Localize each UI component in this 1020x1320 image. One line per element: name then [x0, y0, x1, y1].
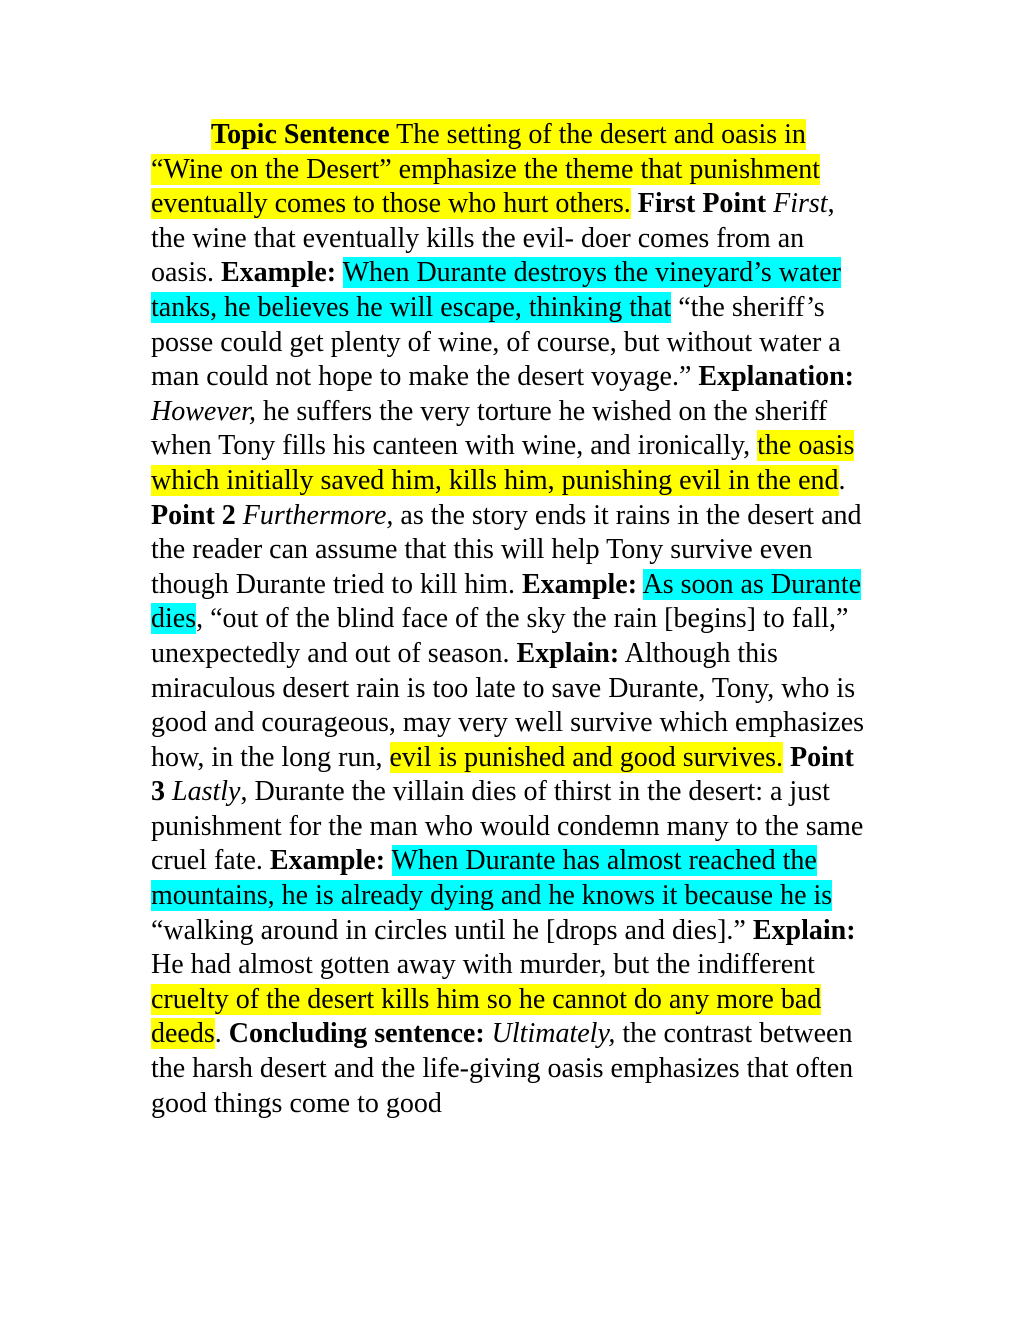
point-3-label: Point 3 — [151, 741, 854, 808]
example-label: Example: — [521, 568, 638, 600]
spacer — [336, 257, 343, 288]
explain-label: Explain: — [752, 914, 856, 946]
essay-paragraph — [151, 118, 873, 1121]
spacer: . — [838, 464, 846, 496]
first-point-label: First Point — [637, 188, 767, 220]
point-2-label: Point 2 — [151, 499, 236, 531]
explain-highlight: cruelty of the desert kills him so he cannot do any more bad deeds — [151, 983, 822, 1050]
spacer — [485, 1018, 492, 1049]
explanation-highlight: the oasis which initially saved him, kills him, punishing evil in the end — [151, 430, 855, 496]
example-label: Example: — [269, 845, 386, 877]
example-label: Example: — [221, 257, 337, 289]
spacer — [631, 188, 638, 219]
point-3-text: , Durante the villain dies of thirst in the desert: a just punishment for the man who would condemn many to the same cruel fate. — [151, 776, 864, 877]
transition-however: However, — [151, 395, 256, 427]
spacer — [385, 845, 392, 876]
example-text: As soon as Durante dies — [151, 568, 862, 635]
transition-ultimately: Ultimately, — [491, 1018, 616, 1050]
explain-text: He had almost gotten away with murder, but the indifferent — [151, 949, 815, 981]
example-text: When Durante has almost reached the mountains, he is already dying and he knows it because he is — [151, 845, 833, 912]
explanation-label: Explanation: — [698, 361, 854, 393]
transition-first: First — [773, 188, 828, 220]
explain-label: Explain: — [516, 637, 620, 669]
concluding-text: the contrast between the harsh desert and the life-giving oasis emphasizes that often good things come to good — [151, 1018, 854, 1119]
quote-text: , “out of the blind face of the sky the rain [begins] to fall,” unexpectedly and out of season. — [151, 603, 849, 669]
spacer — [783, 742, 790, 773]
spacer — [637, 569, 642, 600]
quote-text: “walking around in circles until he [drops and dies].” — [151, 914, 753, 946]
first-point-text: , the wine that eventually kills the evil- doer comes from an oasis. — [151, 188, 835, 289]
quote-text: “the sheriff’s posse could get plenty of wine, of course, but without water a man could not hope to make the desert voyage.” — [151, 291, 841, 393]
topic-sentence-label: Topic Sentence — [211, 119, 390, 150]
topic-sentence-text: The setting of the desert and oasis in “Wine on the Desert” emphasize the theme that punishment eventually comes to those who hurt others. — [151, 119, 821, 220]
example-text: When Durante destroys the vineyard’s water tanks, he believes he will escape, thinking that — [151, 257, 841, 323]
explain-highlight: evil is punished and good survives. — [389, 741, 784, 773]
spacer: . — [214, 1018, 229, 1050]
concluding-label: Concluding sentence: — [228, 1018, 485, 1050]
point-2-text: as the story ends it rains in the desert and the reader can assume that this will help Tony survive even though Durante tried to kill him. — [151, 499, 862, 600]
spacer — [236, 500, 243, 531]
spacer — [165, 776, 172, 807]
explain-text: Although this miraculous desert rain is too late to save Durante, Tony, who is good and courageous, may very well survive which emphasizes how, in the long run, — [151, 637, 865, 773]
explanation-text: he suffers the very torture he wished on the sheriff when Tony fills his canteen with wine, and ironically, — [151, 395, 828, 462]
transition-lastly: Lastly — [172, 776, 241, 808]
transition-furthermore: Furthermore, — [242, 499, 394, 531]
